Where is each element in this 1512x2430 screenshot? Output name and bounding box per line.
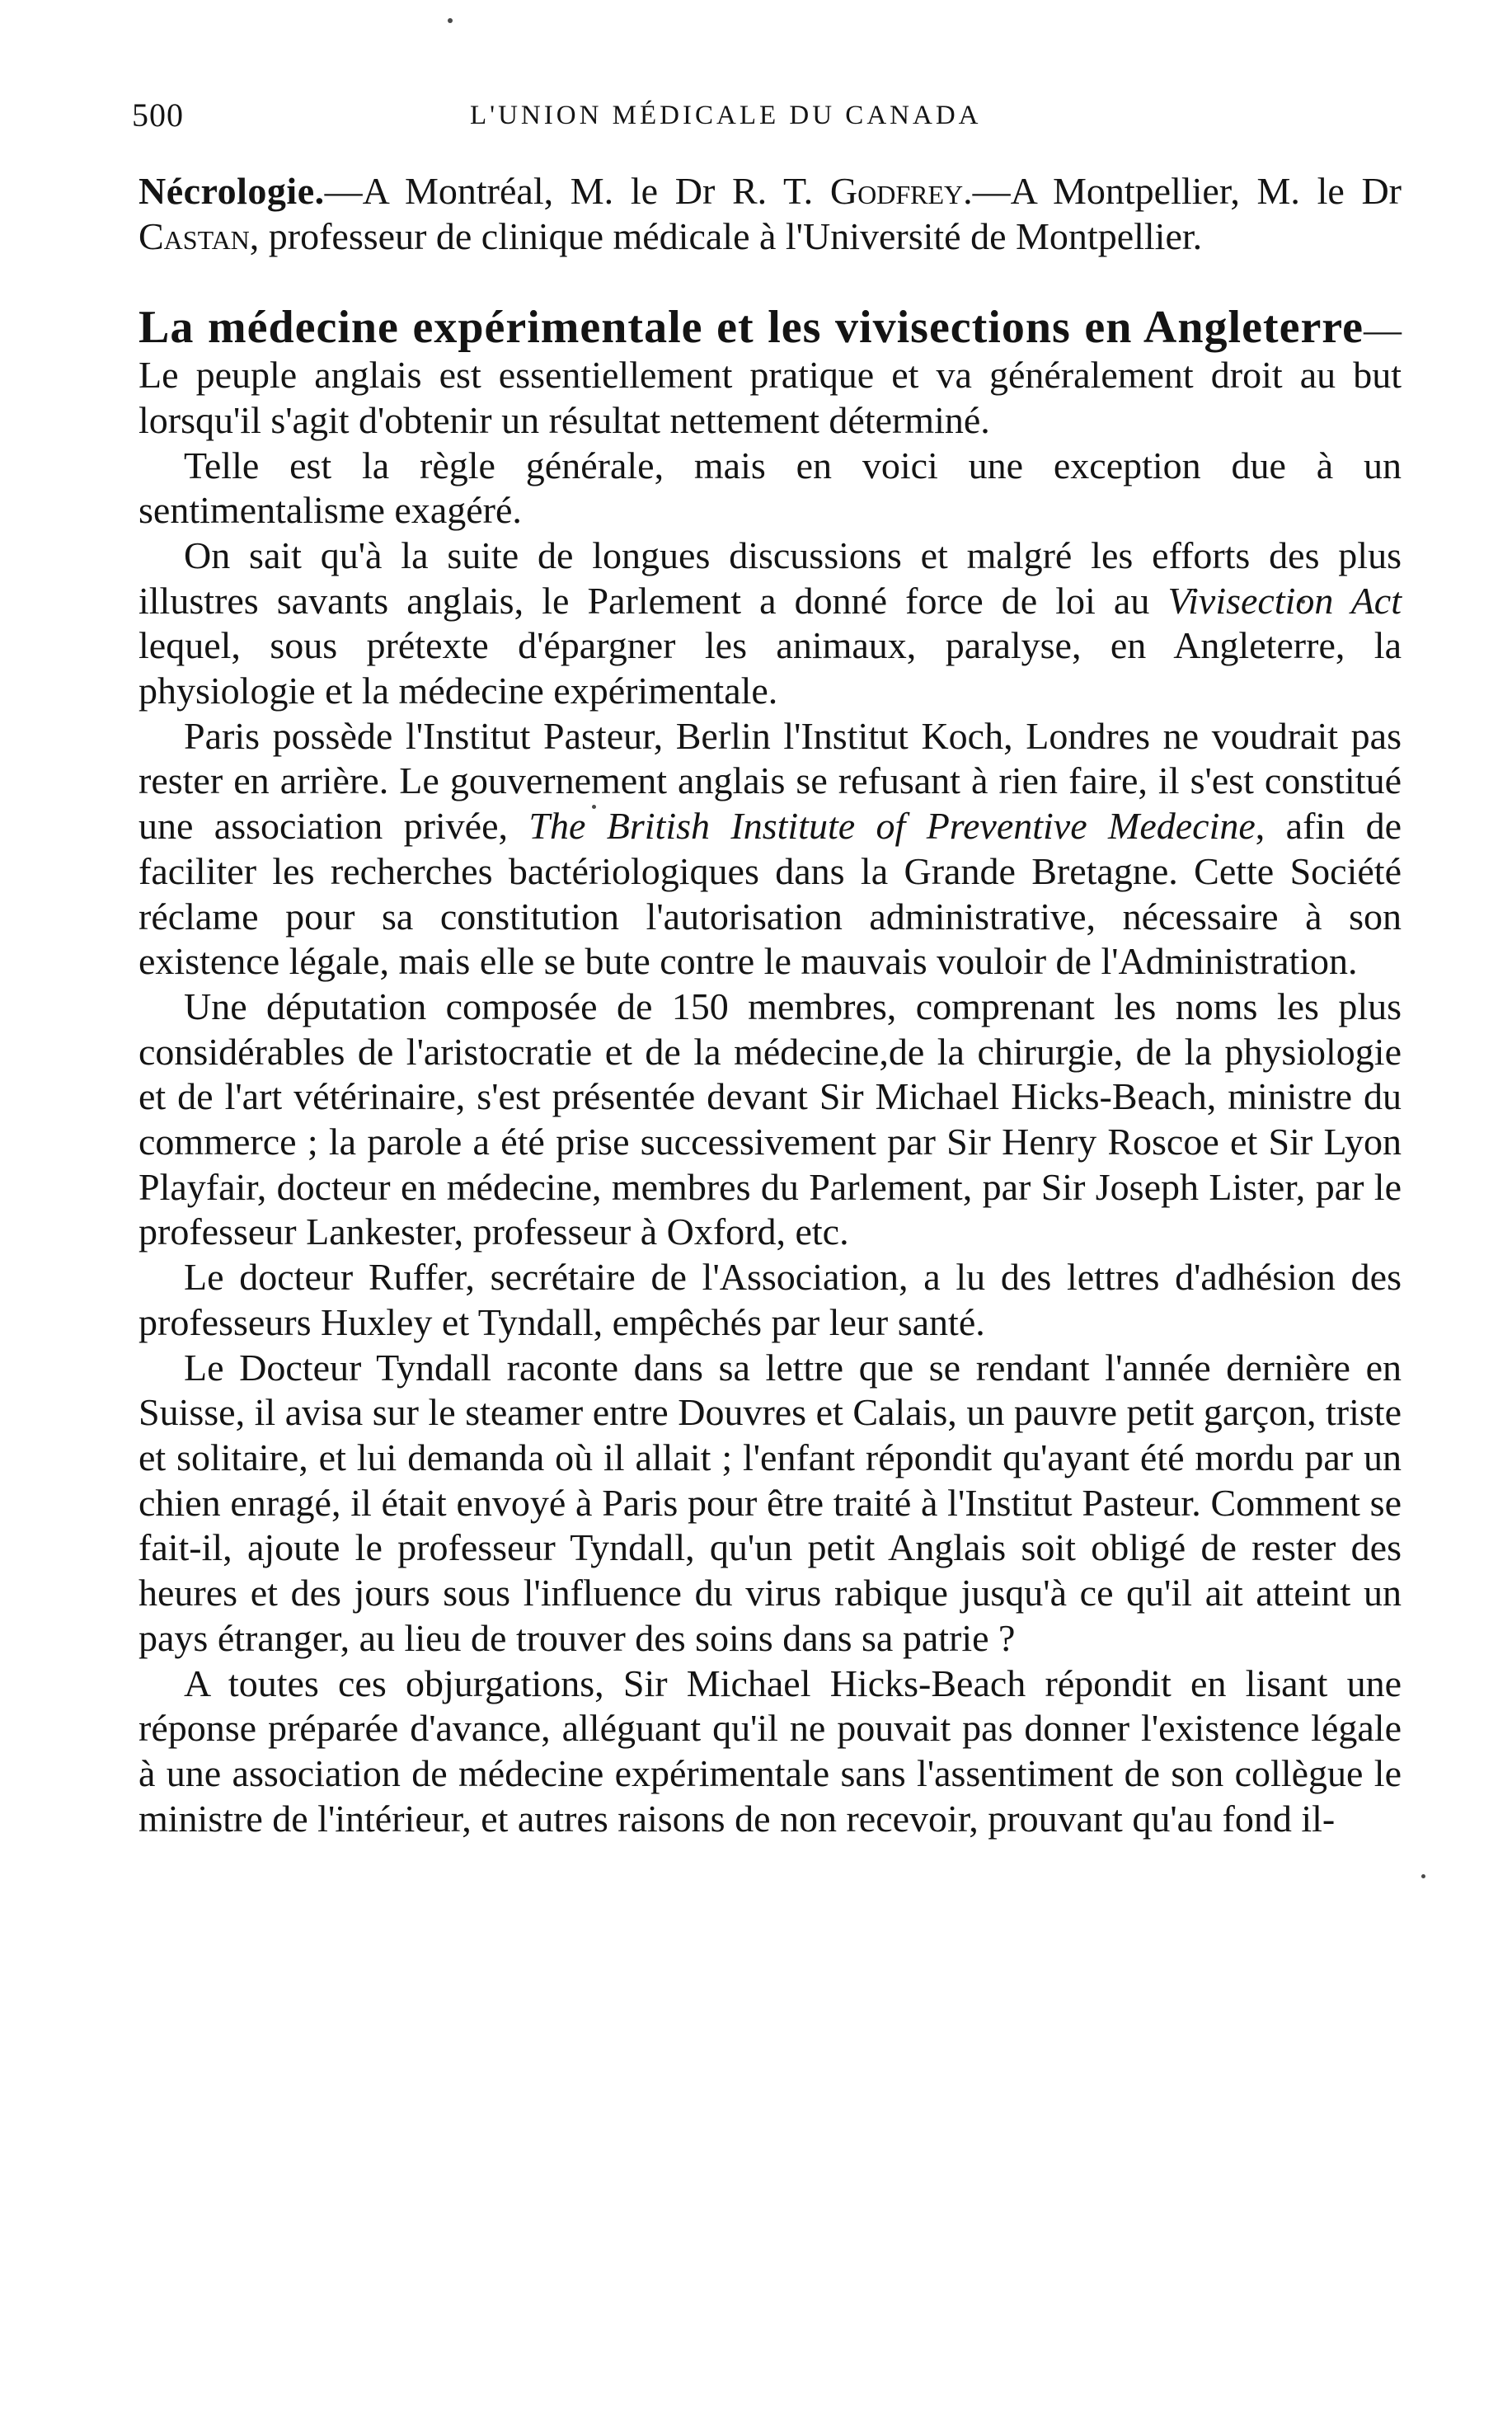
running-head: L'UNION MÉDICALE DU CANADA	[470, 101, 982, 130]
british-institute-italic: The British Institute of Preventive Medecine	[528, 805, 1256, 848]
ink-speck	[1421, 1874, 1425, 1878]
section-gap	[139, 259, 1402, 305]
article-p3-text-b: lequel, sous prétexte d'épargner les animaux, paralyse, en Angleterre, la physiologie et la médecine expérimentale.	[139, 624, 1402, 712]
article-p4-text-a: Paris possède l'Institut Pasteur, Berlin l'Institut Koch, Londres ne voudrait pas rester en arrière. Le gouvernement anglais se refusant à rien faire, il s'est constitué une association privée,	[139, 714, 1402, 848]
article-title: La médecine expérimentale et les vivisections en Angleterre	[139, 302, 1364, 354]
necrologie-title: Nécrologie.	[139, 170, 325, 212]
article-p3-text-a: On sait qu'à la suite de longues discussions et malgré les efforts des plus illustres savants anglais, le Parlement a donné force de loi au	[139, 533, 1402, 622]
article-paragraph	[139, 714, 1402, 985]
article-p1-text: —Le peuple anglais est essentiellement pratique et va généralement droit au but lorsqu'il s'agit d'obtenir un résultat nettement déterminé.	[139, 308, 1402, 441]
necrologie-text-c: , professeur de clinique médicale à l'Université de Montpellier.	[249, 214, 1203, 257]
article-paragraph	[139, 533, 1402, 714]
necrologie-name-godfrey: Godfrey	[829, 170, 964, 212]
page-body	[139, 169, 1402, 1841]
vivisection-act-italic: Vivisection Act	[1167, 579, 1402, 622]
page-number: 500	[132, 96, 184, 134]
page-header	[132, 92, 1402, 139]
necrologie-text-b: .—A Montpellier, M. le Dr	[963, 170, 1402, 212]
necrologie-name-castan: Castan	[139, 214, 250, 257]
article-paragraph: A toutes ces objurgations, Sir Michael Hicks-Beach répondit en lisant une réponse préparée d'avance, alléguant qu'il ne pouvait pas donner l'existence légale à une association de médecine expérimentale sans l'assentiment de son collègue le ministre de l'intérieur, et autres raisons de non recevoir, prouvant qu'au fond il-	[139, 1662, 1402, 1840]
article-paragraph: Une députation composée de 150 membres, comprenant les noms les plus considérables de l'aristocratie et de la médecine,de la chirurgie, de la physiologie et de l'art vétérinaire, s'est présentée devant Sir Michael Hicks-Beach, ministre du commerce ; la parole a été prise successivement par Sir Henry Roscoe et Sir Lyon Playfair, docteur en médecine, membres du Parlement, par Sir Joseph Lister, par le professeur Lankester, professeur à Oxford, etc.	[139, 985, 1402, 1253]
article-paragraph: Le Docteur Tyndall raconte dans sa lettre que se rendant l'année dernière en Suisse, il avisa sur le steamer entre Douvres et Calais, un pauvre petit garçon, triste et solitaire, et lui demanda où il allait ; l'enfant répondit qu'ayant été mordu par un chien enragé, il était envoyé à Paris pour être traité à l'Institut Pasteur. Comment se fait-il, ajoute le professeur Tyndall, qu'un petit Anglais soit obligé de rester des heures et des jours sous l'influence du virus rabique jusqu'à ce qu'il ait atteint un pays étranger, au lieu de trouver des soins dans sa patrie ?	[139, 1346, 1402, 1659]
article-paragraph: Le docteur Ruffer, secrétaire de l'Association, a lu des lettres d'adhésion des professeurs Huxley et Tyndall, empêchés par leur santé.	[139, 1256, 1402, 1343]
article-p4-text-b: , afin de faciliter les recherches bactériologiques dans la Grande Bretagne. Cette Société réclame pour sa constitution l'autorisation administrative, nécessaire à son existence légale, mais elle se bute contre le mauvais vouloir de l'Administration.	[139, 805, 1402, 983]
necrologie-text-a: —A Montréal, M. le Dr R. T.	[324, 170, 830, 212]
ink-speck	[448, 18, 453, 23]
necrologie-paragraph	[139, 169, 1402, 259]
article-intro-paragraph	[139, 302, 1402, 443]
article-paragraph: Telle est la règle générale, mais en voici une exception due à un sentimentalisme exagéré.	[139, 444, 1402, 532]
